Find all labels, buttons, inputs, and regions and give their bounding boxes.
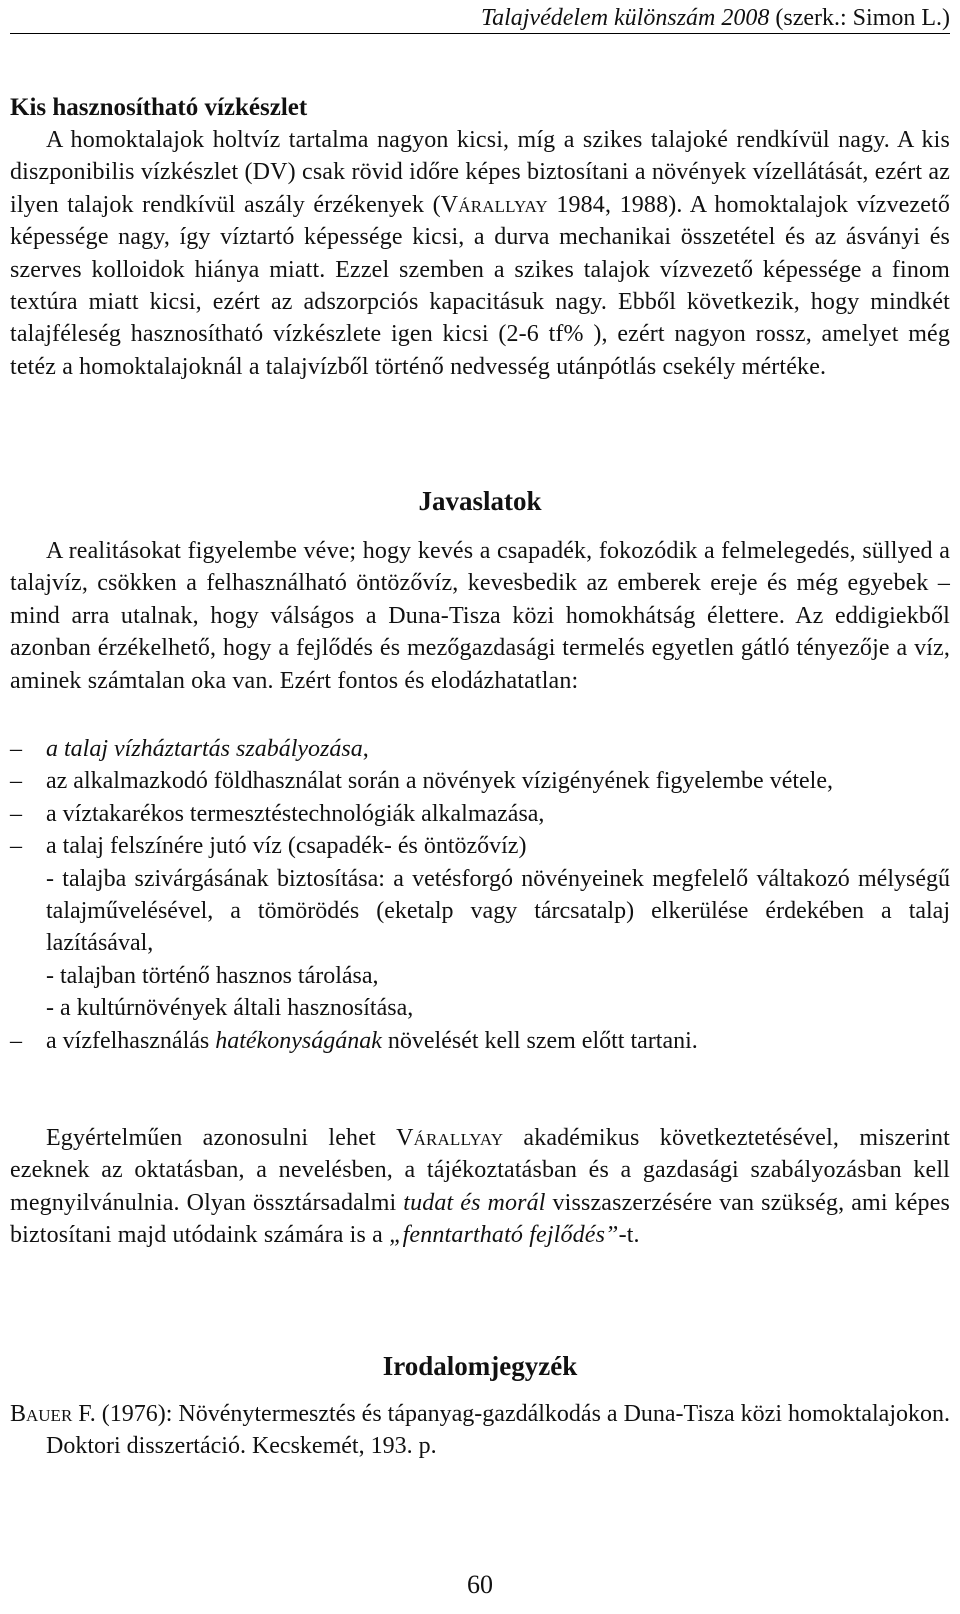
text-run: A homoktalajok holtvíz tartalma nagyon kicsi, míg a szikes talajoké rendkívül nagy. A kis diszponibilis vízkészlet (DV) csak rövid időre képes biztosítani a növények vízellátását, ezért az ilyen talajok rendkívül aszály érzékenyek ( <box>10 127 950 218</box>
text-run: az alkalmazkodó földhasználat során a növények vízigényének figyelembe vétele, <box>46 768 833 795</box>
dash-marker: – <box>10 736 22 762</box>
italic-text: tudat és morál <box>403 1189 546 1216</box>
list-item <box>10 830 950 862</box>
text-run: a víztakarékos termesztéstechnológiák alkalmazása, <box>46 800 545 827</box>
italic-text: „fenntartható fejlődés” <box>389 1222 619 1249</box>
running-head <box>10 0 950 32</box>
list-item <box>10 733 950 765</box>
reference-author: Bauer <box>10 1401 73 1427</box>
document-page <box>10 0 950 1614</box>
text-run: a vízfelhasználás <box>46 1027 216 1054</box>
text-run: Egyértelműen azonosulni lehet <box>46 1125 397 1151</box>
dash-marker: – <box>10 1027 22 1054</box>
text-run: - talajban történő hasznos tárolása, <box>46 962 379 989</box>
text-run: 1984, 1988). A homoktalajok vízvezető képessége nagy, így víztartó képessége kicsi, a durva mechanikai összetétel és az ásványi és szerves kolloidok hiánya miatt. Ezzel szemben a szikes talajok vízvezető képessége a finom textúra miatt kicsi, ezért az adszorpciós kapacitásuk nagy. Ebből következik, hogy mindkét talajféleség hasznosítható vízkészlete igen kicsi (2-6 tf% ), ezért nagyon rossz, amelyet még tetéz a homoktalajoknál a talajvízből történő nedvesség utánpótlás csekély mértéke. <box>10 191 950 380</box>
paragraph-javaslatok-intro: A realitásokat figyelembe véve; hogy kevés a csapadék, fokozódik a felmelegedés, süllyed a talajvíz, csökken a felhasználható öntözővíz, kevesbedik az emberek ereje és még egyebek – mind arra utalnak, hogy válságos a Duna-Tisza közi homokhátság élettere. Az eddigiekből azonban érzékelhető, hogy a fejlődés és mezőgazdasági termelés egyetlen gátló tényezője a víz, aminek számtalan oka van. Ezért fontos és elodázhatatlan: <box>10 538 950 694</box>
dash-marker: – <box>10 768 22 795</box>
reference-text: F. (1976): Növénytermesztés és tápanyag-gazdálkodás a Duna-Tisza közi homoktalajokon. Doktori disszertáció. Kecskemét, 193. p. <box>46 1401 950 1460</box>
author-name: Várallyay <box>396 1125 504 1151</box>
list-subitem <box>10 863 950 960</box>
section-heading-javaslatok: Javaslatok <box>418 486 542 516</box>
list-subitem <box>10 960 950 992</box>
header-rule <box>10 33 950 34</box>
text-run: , <box>362 736 369 762</box>
list-item <box>10 1025 950 1057</box>
text-run: - talajba szivárgásának biztosítása: a vetésforgó növényeinek megfelelő váltakozó mélységű talajművelésével, a tömörödés (eketalp vagy tárcsatalp) elkerülése érdekében a talaj lazításával, <box>46 865 950 957</box>
dash-marker: – <box>10 800 22 827</box>
running-head-title: Talajvédelem különszám 2008 <box>480 5 770 31</box>
italic-text: a talaj vízháztartás szabályozása <box>46 736 363 762</box>
recommendation-list <box>10 733 950 1057</box>
reference-entry <box>10 1398 950 1463</box>
dash-marker: – <box>10 833 22 860</box>
text-run: akadémikus következtetésével, miszerint ezeknek az oktatásban, a nevelésben, a tájékoztatásban és a gazdasági szabályozásban kell megnyilvánulnia. Olyan össztársadalmi <box>10 1125 950 1216</box>
text-run: a talaj felszínére jutó víz (csapadék- és öntözővíz) <box>46 833 527 860</box>
paragraph-kis-vizkeszlet <box>10 124 950 383</box>
section-heading-irodalomjegyzek: Irodalomjegyzék <box>382 1351 578 1381</box>
list-subitem <box>10 992 950 1024</box>
list-item <box>10 798 950 830</box>
italic-text: hatékonyságának <box>215 1027 382 1054</box>
paragraph-conclusion <box>10 1122 950 1252</box>
text-run: visszaszerzésére van szükség, ami képes biztosítani majd utódaink számára is a <box>10 1189 950 1249</box>
section-heading-kis: Kis hasznosítható vízkészlet <box>10 94 308 121</box>
list-item <box>10 765 950 797</box>
text-run: -t. <box>618 1222 640 1249</box>
text-run: - a kultúrnövények általi hasznosítása, <box>46 995 414 1022</box>
running-head-editor: (szerk.: Simon L.) <box>775 5 950 31</box>
text-run: növelését kell szem előtt tartani. <box>381 1027 698 1054</box>
author-name: Várallyay <box>440 191 548 218</box>
page-number: 60 <box>467 1570 493 1599</box>
